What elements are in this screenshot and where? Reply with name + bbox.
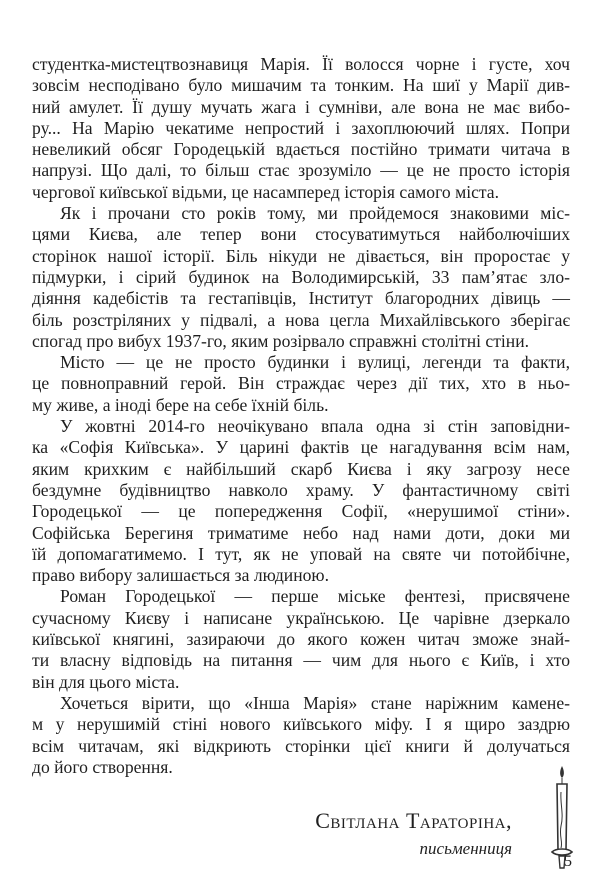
text-line: напрузі. Що далі, то більш стає зрозуміло — це не просто історія — [32, 160, 570, 181]
text-line: це повноправний герой. Він страждає через дії тих, хто в ньо- — [32, 373, 570, 394]
text-line: київської княгині, зазираючи до якого кожен читач зможе знай- — [32, 629, 570, 650]
text-line: ка «Софія Київська». У царині фактів це нагадування всім нам, — [32, 437, 570, 458]
text-line: біль розстріляних у підвалі, а нова цегла Михайлівського зберігає — [32, 309, 570, 330]
text-line: сторінок нашої історії. Біль нікуди не дівається, він проростає у — [32, 245, 570, 266]
body-text — [32, 54, 570, 778]
author-name: Світлана Тараторіна, — [315, 808, 512, 833]
text-line: м у нерушимій стіні нового київського міфу. І я щиро заздрю — [32, 714, 570, 735]
text-line: Місто — це не просто будинки і вулиці, легенди та факти, — [60, 352, 570, 373]
paragraph — [32, 586, 570, 692]
paragraph — [32, 352, 570, 416]
text-line: всім читачам, які відкриють сторінки цієї книги й долучаться — [32, 735, 570, 756]
text-line: Софійська Берегиня триматиме небо над нами доти, доки ми — [32, 522, 570, 543]
text-line: Як і прочани сто років тому, ми пройдемося знаковими міс- — [60, 203, 570, 224]
text-line: право вибору залишається за людиною. — [32, 565, 329, 586]
text-line: до його створення. — [32, 756, 173, 777]
text-line: чергової київської відьми, це насамперед історія самого міста. — [32, 181, 500, 202]
paragraph — [32, 54, 570, 203]
text-line: діяння кадебістів та гестапівців, Інститут благородних дівиць — — [32, 288, 570, 309]
text-line: сучасному Києву і написане українською. Це чарівне дзеркало — [32, 607, 570, 628]
signature-block — [315, 808, 512, 860]
text-line: У жовтні 2014-го неочікувано впала одна зі стін заповідни- — [60, 416, 570, 437]
text-line: зовсім несподівано було мишачим та тонким. На шиї у Марії див- — [32, 75, 570, 96]
text-line: Городецької — це попередження Софії, «нерушимої стіни». — [32, 501, 570, 522]
text-line: їй допомагатимемо. І тут, як не уповай на святе чи потойбічне, — [32, 543, 570, 564]
text-line: підмурки, і сірий будинок на Володимирській, 33 пам’ятає зло- — [32, 266, 570, 287]
paragraph — [32, 416, 570, 586]
text-line: невеликий обсяг Городецькій вдається постійно тримати читача в — [32, 139, 570, 160]
page-number: 5 — [564, 853, 572, 870]
text-line: він для цього міста. — [32, 671, 180, 692]
text-line: студентка-мистецтвознавиця Марія. Її волосся чорне і густе, хоч — [32, 54, 570, 74]
author-role: письменниця — [419, 839, 512, 858]
text-line: ний амулет. Її душу мучать жага і сумніви, але вона не має вибо- — [32, 96, 570, 117]
text-line: спогад про вибух 1937-го, яким розірвало справжні столітні стіни. — [32, 330, 530, 351]
text-line: Хочеться вірити, що «Інша Марія» стане наріжним камене- — [60, 692, 570, 713]
text-line: му живе, а іноді бере на себе їхній біль. — [32, 394, 329, 415]
text-line: ру... На Марію чекатиме непростий і захоплюючий шлях. Попри — [32, 117, 570, 138]
paragraph — [32, 203, 570, 352]
text-line: яким крихким є найбільший скарб Києва і яку загрозу несе — [32, 458, 570, 479]
text-line: Роман Городецької — перше міське фентезі, присвячене — [60, 586, 570, 607]
paragraph — [32, 693, 570, 778]
text-line: цями Києва, але тепер вони стосуватимуться найболючіших — [32, 224, 570, 245]
text-line: ти власну відповідь на питання — чим для нього є Київ, і хто — [32, 650, 570, 671]
text-line: бездумне будівництво навколо храму. У фантастичному світі — [32, 479, 570, 500]
